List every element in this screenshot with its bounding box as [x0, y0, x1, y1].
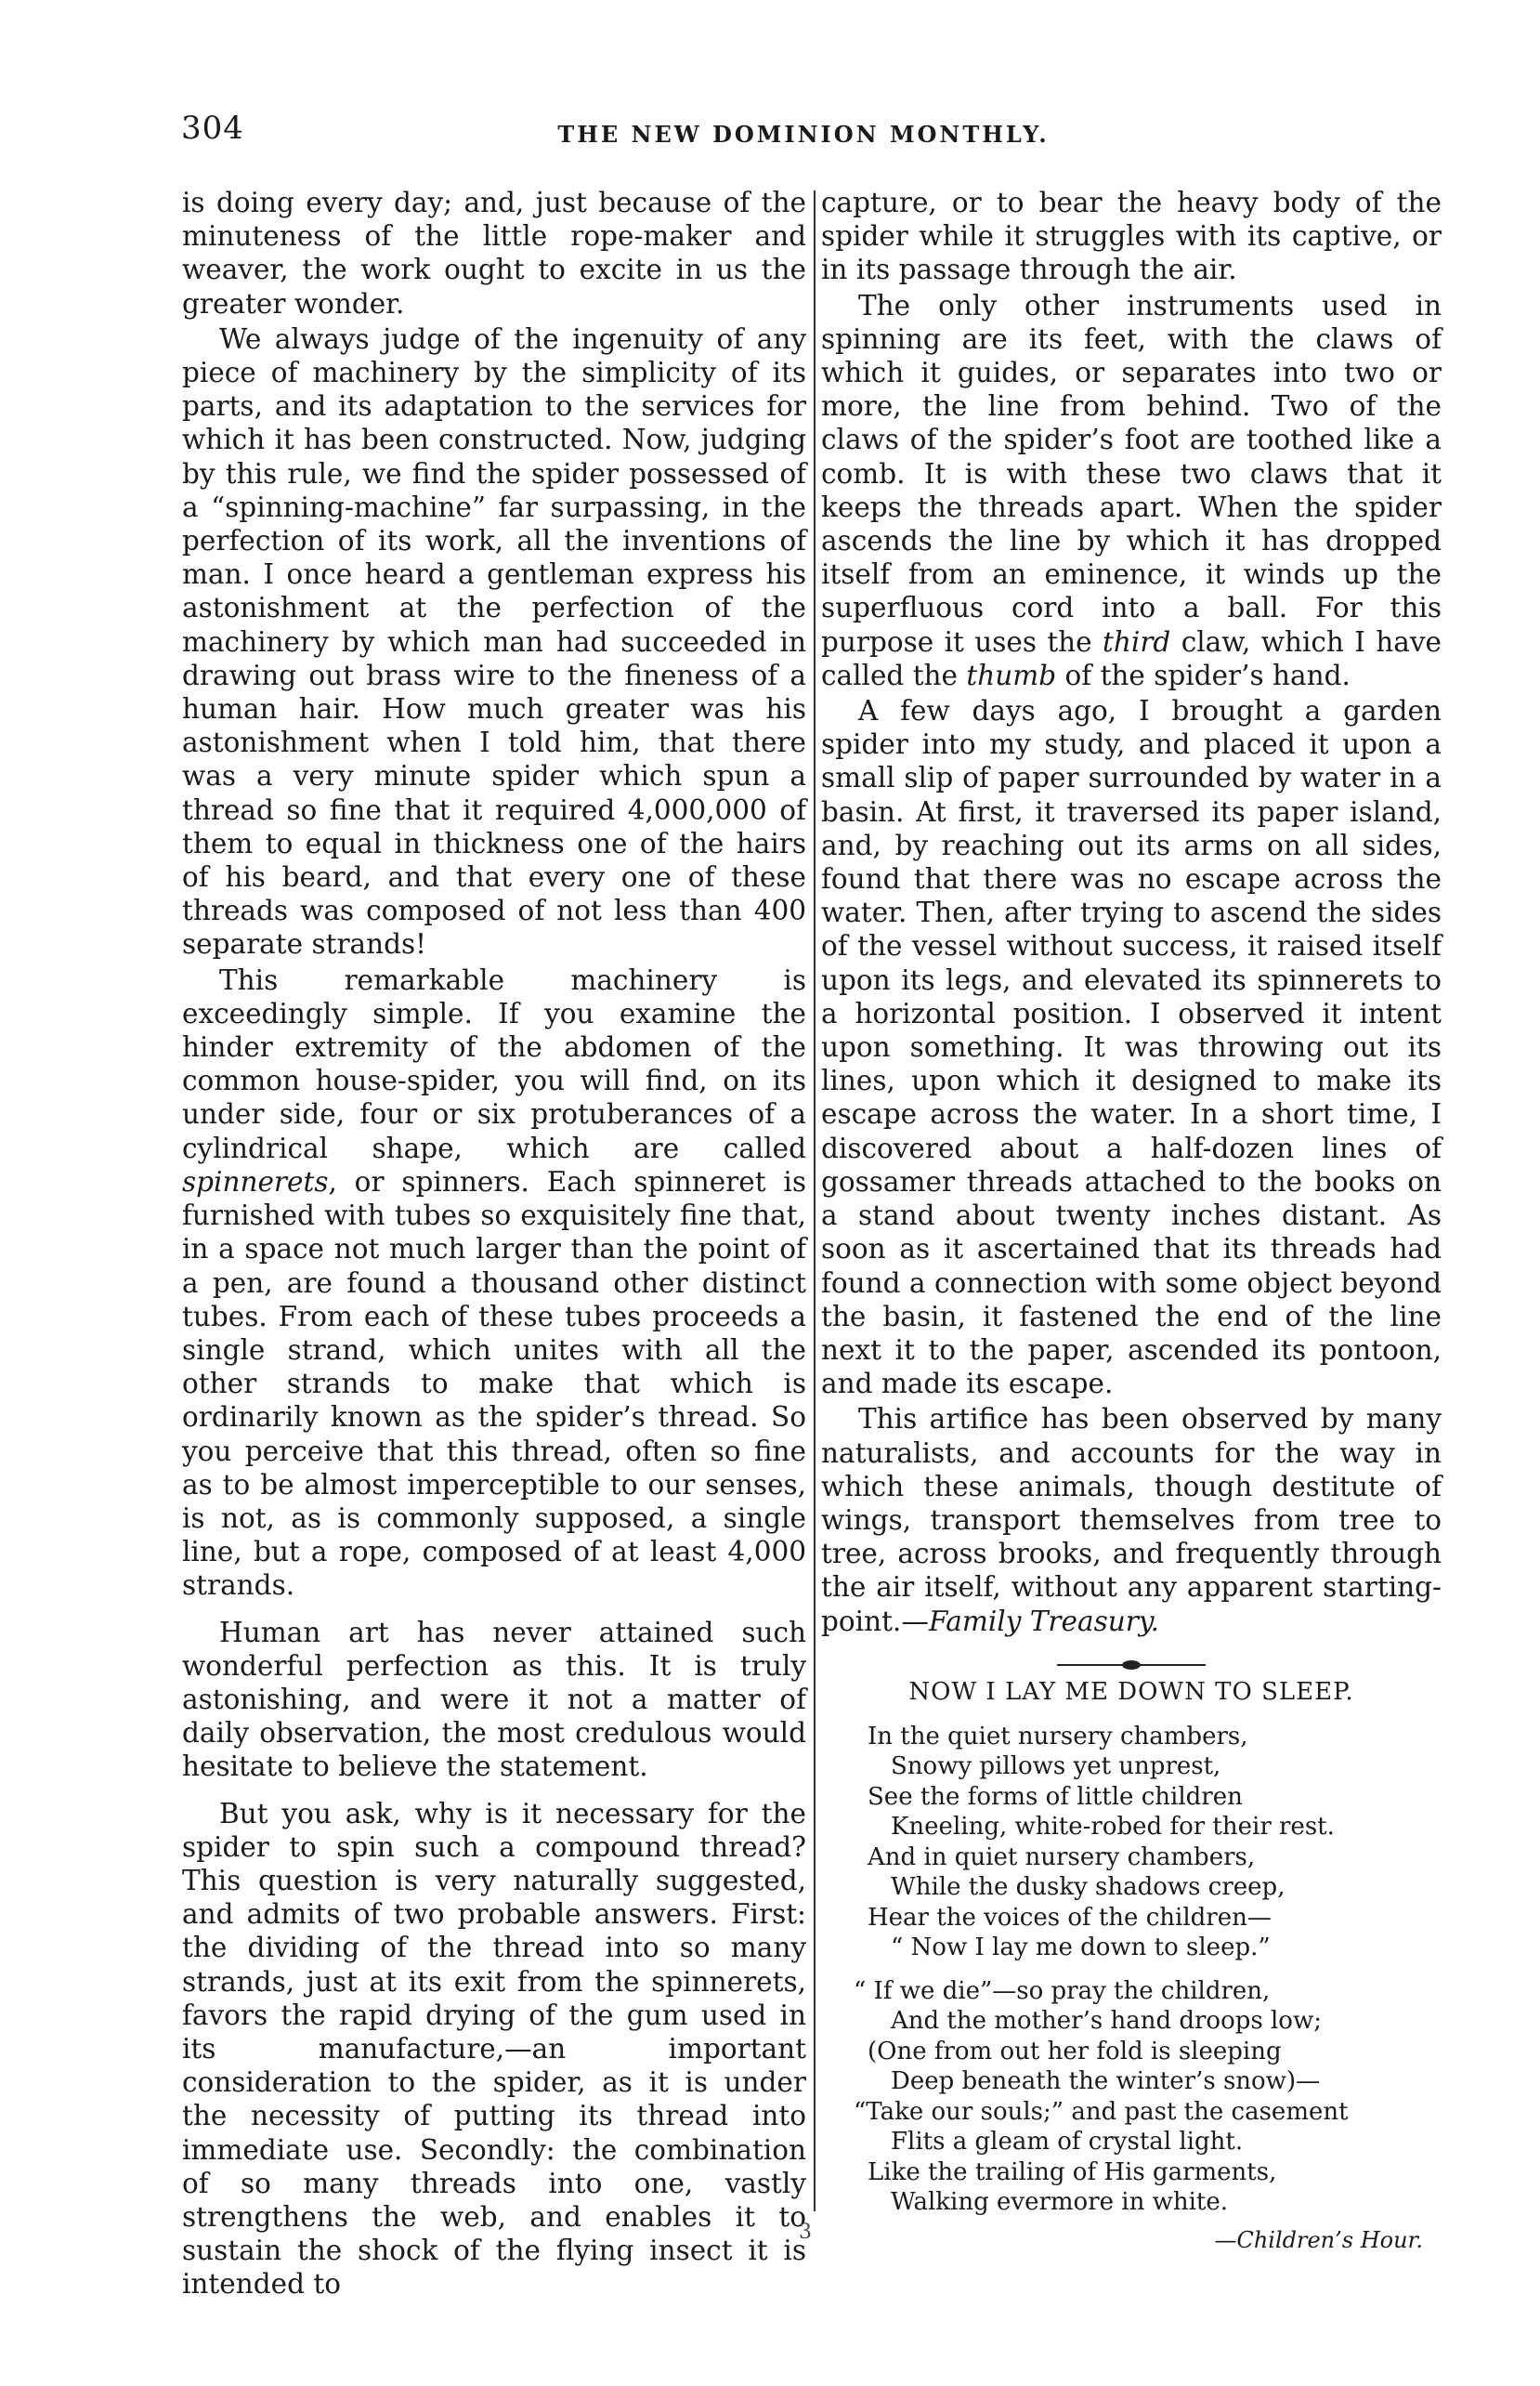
poem-line: Deep beneath the winter’s snow)—	[891, 2067, 1321, 2096]
poem	[821, 1722, 1442, 2256]
poem-line: And in quiet nursery chambers,	[868, 1842, 1256, 1871]
left-column	[182, 186, 806, 2301]
page-number: 304	[181, 110, 244, 147]
column-divider	[814, 190, 816, 2211]
poem-line: And the mother’s hand droops low;	[891, 2007, 1322, 2036]
emphasis: third	[1103, 625, 1171, 658]
poem-line: Kneeling, white-robed for their rest.	[891, 1813, 1335, 1842]
paragraph: A few days ago, I brought a garden spider into my study, and placed it upon a small slip of paper surrounded by water in a basin. At first, it traversed its paper island, and, by reaching out its arms on all sides, found that there was no escape across the water. Then, after trying to ascend the sides of the vessel without success, it raised itself upon its legs, and elevated its spinnerets to a horizontal position. I observed it intent upon something. It was throwing out its lines, upon which it designed to make its escape across the water. In a short time, I discovered about a half-dozen lines of gossamer threads attached to the books on a stand about twenty inches distant. As soon as it ascertained that its threads had found a connection with some object beyond the basin, it fastened the end of the line next it to the paper, ascended its pontoon, and made its escape.	[821, 695, 1442, 1400]
poem-line: Snowy pillows yet unprest,	[891, 1752, 1221, 1781]
paragraph: But you ask, why is it necessary for the spider to spin such a compound thread? This question is very naturally suggested, and admits of two probable answers. First: the dividing of the thread into so many strands, just at its exit from the spinnerets, favors the rapid drying of the gum used in its manufacture,—an important consideration to the spider, as it is under the necessity of putting its thread into immediate use. Secondly: the combination of so many threads into one, vastly strengthens the web, and enables it to sustain the shock of the flying insect it is intended to	[182, 1797, 806, 2301]
poem-line: “ If we die”—so pray the children,	[854, 1976, 1271, 2005]
emphasis: spinnerets	[182, 1165, 329, 1198]
poem-line: Hear the voices of the children—	[868, 1903, 1272, 1932]
section-rule	[1057, 1664, 1206, 1666]
poem-credit: —Children’s Hour.	[1214, 2226, 1423, 2253]
signature-mark: 3	[799, 2221, 812, 2244]
source-credit: —Family Treasury.	[901, 1605, 1159, 1637]
poem-stanza	[821, 1722, 1442, 1963]
paragraph: is doing every day; and, just because of the minuteness of the little rope-maker and weaver, the work ought to excite in us the greater wonder.	[182, 187, 806, 320]
page-header	[181, 110, 1426, 156]
running-title: THE NEW DOMINION MONTHLY.	[557, 121, 1050, 148]
paragraph: capture, or to bear the heavy body of the spider while it struggles with its captive, or in its passage through the air.	[821, 187, 1442, 286]
poem-line: “ Now I lay me down to sleep.”	[891, 1934, 1271, 1962]
paragraph: This remarkable machinery is exceedingly simple. If you examine the hinder extremity of the abdomen of the common house-spider, you will find, on its under side, four or six protuberances of a cylindrical shape, which are called spinnerets, or spinners. Each spinneret is furnished with tubes so exquisitely fine that, in a space not much larger than the point of a pen, are found a thousand other distinct tubes. From each of these tubes proceeds a single strand, which unites with all the other strands to make that which is ordinarily known as the spider’s thread. So you perceive that this thread, often so fine as to be almost imperceptible to our senses, is not, as is commonly supposed, a single line, but a rope, composed of at least 4,000 strands.	[182, 964, 806, 1602]
poem-line: Flits a gleam of crystal light.	[891, 2128, 1244, 2157]
paragraph: The only other instruments used in spinning are its feet, with the claws of which it guides, or separates into two or more, the line from behind. Two of the claws of the spider’s foot are toothed like a comb. It is with these two claws that it keeps the threads apart. When the spider ascends the line by which it has dropped itself from an eminence, it winds up the superfluous cord into a ball. For this purpose it uses the third claw, which I have called the thumb of the spider’s hand.	[821, 289, 1442, 691]
emphasis: thumb	[966, 659, 1057, 691]
poem-line: “Take our souls;” and past the casement	[854, 2097, 1349, 2126]
poem-line: While the dusky shadows creep,	[891, 1873, 1286, 1902]
poem-line: See the forms of little children	[868, 1782, 1243, 1811]
right-column	[821, 186, 1442, 2255]
paragraph: Human art has never attained such wonderful perfection as this. It is truly astonishing, and were it not a matter of daily observation, the most credulous would hesitate to believe the statement.	[182, 1616, 806, 1783]
poem-line: Like the trailing of His garments,	[868, 2157, 1277, 2186]
poem-title: NOW I LAY ME DOWN TO SLEEP.	[908, 1677, 1354, 1706]
paragraph: We always judge of the ingenuity of any piece of machinery by the simplicity of its parts, and its adaptation to the services for which it has been constructed. Now, judging by this rule, we find the spider possessed of a “spinning-machine” far surpassing, in the perfection of its work, all the inventions of man. I once heard a gentleman express his astonishment at the perfection of the machinery by which man had succeeded in drawing out brass wire to the fineness of a human hair. How much greater was his astonishment when I told him, that there was a very minute spider which spun a thread so fine that it required 4,000,000 of them to equal in thickness one of the hairs of his beard, and that every one of these threads was composed of not less than 400 separate strands!	[182, 322, 806, 961]
poem-stanza	[821, 1976, 1442, 2218]
poem-line: Walking evermore in white.	[891, 2188, 1229, 2217]
poem-line: In the quiet nursery chambers,	[868, 1722, 1248, 1750]
poem-line: (One from out her fold is sleeping	[868, 2037, 1282, 2065]
paragraph: This artifice has been observed by many naturalists, and accounts for the way in which these animals, though destitute of wings, transport themselves from tree to tree, across brooks, and frequently through the air itself, without any apparent starting-point.—Family Treasury.	[821, 1403, 1442, 1637]
